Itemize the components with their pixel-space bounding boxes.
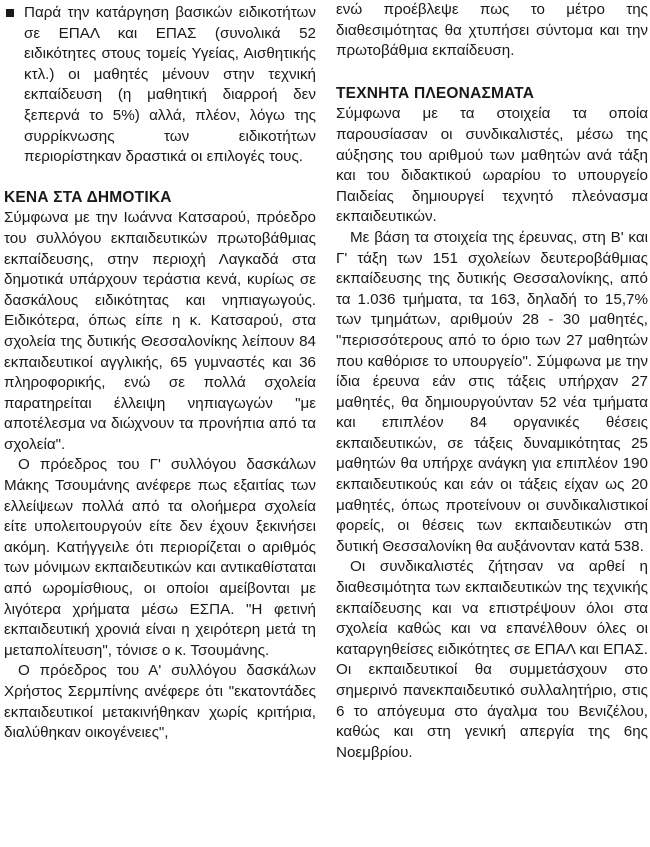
bullet-text: Παρά την κατάργηση βασικών ειδικοτήτων σε ΕΠΑΛ και ΕΠΑΣ (συνολικά 52 ειδικότητες στους τομείς Υγείας, Αισθητικής κτλ.) οι μαθητές μένουν στην τεχνική εκπαίδευση (η μαθητική διαρροή δεν ξεπερνά το 5%) αλλά, πλέον, λόγω της συρρίκνωσης των ειδικοτήτων περιορίστηκαν δραστικά οι επιλογές τους. [24,4,316,166]
article-paragraph-continuation: ενώ προέβλεψε πως το μέτρο της διαθεσιμότητας θα χτυπήσει σύντομα και την πρωτοβάθμια εκπαίδευση. [336,1,648,60]
article-paragraph: Σύμφωνα με τα στοιχεία τα οποία παρουσίασαν οι συνδικαλιστές, μέσω της αύξησης του αριθμού των μαθητών ανά τάξη και του διδακτικού ωραρίου το υπουργείο Παιδείας δημιουργεί τεχνητό πλεόνασμα εκπαιδευτικών. [336,105,648,226]
article-paragraph: Με βάση τα στοιχεία της έρευνας, στη Β' και Γ' τάξη των 151 σχολείων δευτεροβάθμιας εκπαίδευσης της δυτικής Θεσσαλονίκης, από τα 1.036 τμήματα, τα 163, δηλαδή το 15,7% των τμημάτων, αριθμούν 28 - 30 μαθητές, "περισσότερους από το όριο των 27 μαθητών που καθόρισε το υπουργείο". Σύμφωνα με την ίδια έρευνα εάν στις τάξεις υπήρχαν 27 μαθητές, θα δημιουργούνταν 52 νέα τμήματα και επιπλέον 84 οργανικές θέσεις εκπαιδευτικών, σε τάξεις δυναμικότητας 25 μαθητών θα υπήρχε ανάγκη για επιπλέον 190 εκπαιδευτικούς και εάν οι τάξεις είχαν ως 20 μαθητές, όπως προτείνουν οι συνδικαλιστικοί φορείς, οι θέσεις των εκπαιδευτικών στη δυτική Θεσσαλονίκη θα αυξάνονταν κατά 538. [336,228,648,555]
bullet-paragraph [4,3,316,168]
square-bullet-icon [6,9,14,17]
section-heading-surplus: ΤΕΧΝΗΤΑ ΠΛΕΟΝΑΣΜΑΤΑ [336,84,535,102]
right-column [336,0,648,763]
left-column [4,0,316,744]
article-paragraph: Ο πρόεδρος του Α' συλλόγου δασκάλων Χρήστος Σερμπίνης ανέφερε ότι "εκατοντάδες εκπαιδευτικοί μετακινήθηκαν χωρίς κριτήρια, διαλύθηκαν οικογένειες", [4,662,316,742]
section-heading-vacancies: ΚΕΝΑ ΣΤΑ ΔΗΜΟΤΙΚΑ [4,188,172,206]
article-paragraph: Ο πρόεδρος του Γ' συλλόγου δασκάλων Μάκης Τσουμάνης ανέφερε πως εξαιτίας των ελλείψεων πολλά από τα ολοήμερα σχολεία είτε υπολειτουργούν είτε δεν έχουν ξεκινήσει ακόμη. Κατήγγειλε ότι περιορίζεται ο αριθμός των μόνιμων εκπαιδευτικών και αντικαθίσταται από ωρομίσθιους, οι οποίοι αμείβονται με λιγότερα χρήματα μέσω ΕΣΠΑ. "Η φετινή εκπαιδευτική χρονιά είναι η χειρότερη μετά τη μεταπολίτευση", τόνισε ο κ. Τσουμάνης. [4,456,316,659]
article-paragraph: Οι συνδικαλιστές ζήτησαν να αρθεί η διαθεσιμότητα των εκπαιδευτικών της τεχνικής εκπαίδευσης και να επιστρέψουν όλοι στα σχολεία καθώς και να επανέλθουν όλες οι καταργηθείσες ειδικότητες σε ΕΠΑΛ και ΕΠΑΣ. Οι εκπαιδευτικοί θα συμμετάσχουν στο σημερινό πανεκπαιδευτικό συλλαλητήριο, στις 6 το απόγευμα στο άγαλμα του Βενιζέλου, καθώς και στη γενική απεργία της 6ης Νοεμβρίου. [336,558,648,761]
article-paragraph: Σύμφωνα με την Ιωάννα Κατσαρού, πρόεδρο του συλλόγου εκπαιδευτικών πρωτοβάθμιας εκπαίδευσης, στην περιοχή Λαγκαδά στα δημοτικά υπάρχουν τεράστια κενά, κυρίως σε δασκάλους ειδικότητας και νηπιαγωγούς. Ειδικότερα, όπως είπε η κ. Κατσαρού, στα σχολεία της δυτικής Θεσσαλονίκης λείπουν 84 εκπαιδευτικοί αγγλικής, 65 γυμναστές και 36 πληροφορικής, ενώ σε πολλά σχολεία παρατηρείται έλλειψη νηπιαγωγών "με αποτέλεσμα να διώχνουν τα προνήπια από τα σχολεία". [4,209,316,453]
